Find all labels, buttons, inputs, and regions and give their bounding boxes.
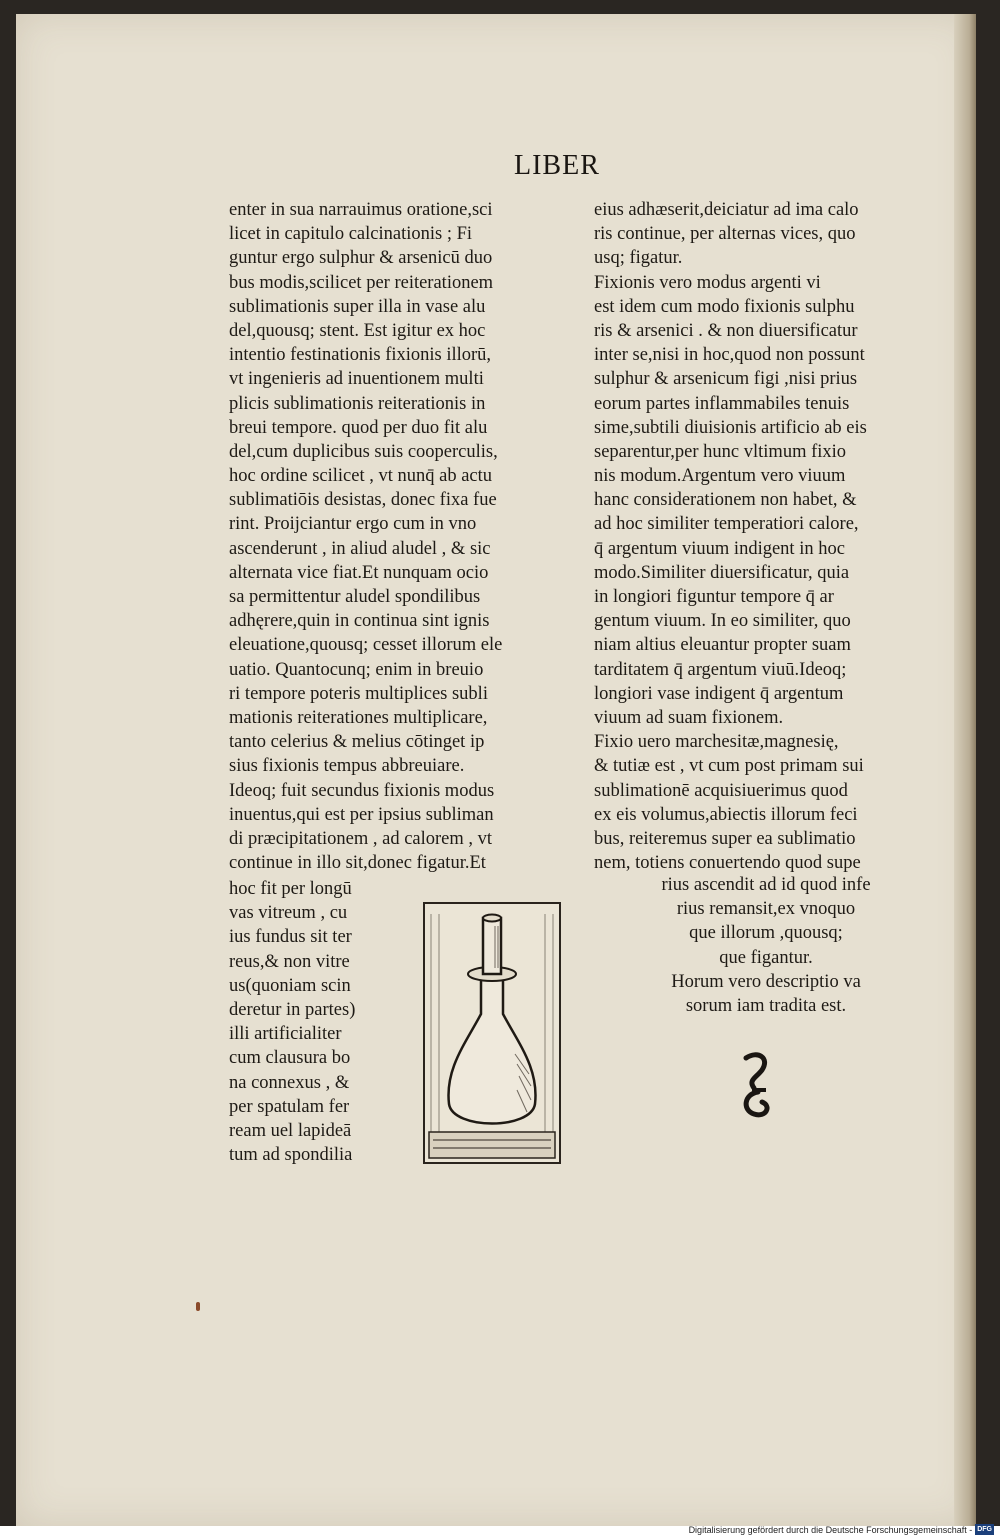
text-line: nem, totiens conuertendo quod supe [594,853,861,874]
text-line: vas vitreum , cu [229,903,348,924]
ink-stain [196,1302,200,1311]
digitization-credit [689,1524,994,1535]
text-line: eius adhæserit,deiciatur ad ima calo [594,200,859,220]
text-line: reus,& non vitre [229,951,350,972]
text-line: deretur in partes) [229,999,356,1020]
right-column-tapered-ending [594,873,938,1018]
text-line: bus, reiteremus super ea sublimatio [594,828,856,849]
text-line: longiori vase indigent q̄ argentum [594,683,844,704]
flask-icon [425,904,559,1162]
text-line: rius remansit,ex vnoquo [676,899,856,920]
text-line: modo.Similiter diuersificatur, quia [594,562,850,583]
text-line: usq; figatur. [594,248,683,269]
text-line: del,quousq; stent. Est igitur ex hoc [229,320,486,341]
text-line: niam altius eleuantur propter suam [594,635,851,656]
text-line: inuentus,qui est per ipsius subliman [229,804,494,825]
text-line: ris & arsenici . & non diuersificatur [594,320,858,341]
left-column-beside-figure [229,877,355,1167]
page-fore-edge [954,14,976,1526]
text-line: ex eis volumus,abiectis illorum feci [594,804,858,825]
dfg-logo-icon: DFG [977,1526,992,1533]
text-line: nis modum.Argentum vero viuum [594,466,846,487]
text-line: na connexus , & [229,1072,350,1093]
running-head: LIBER [514,150,600,181]
left-column-text [229,198,502,875]
text-line: vt ingenieris ad inuentionem multi [229,369,484,390]
text-line: q̄ argentum viuum indigent in hoc [594,538,845,559]
text-line: bus modis,scilicet per reiterationem [229,272,494,293]
text-line: di præcipitationem , ad calorem , vt [229,828,493,849]
text-line: & tutiæ est , vt cum post primam sui [594,756,864,777]
text-line: tum ad spondilia [229,1145,353,1166]
text-line: Ideoq; fuit secundus fixionis modus [229,780,495,801]
text-line: enter in sua narrauimus oratione,sci [229,200,493,220]
text-line: Horum vero descriptio va [671,971,861,992]
text-line: sublimationē acquisiuerimus quod [594,780,848,801]
text-line: sime,subtili diuisionis artificio ab eis [594,417,867,438]
ornament-icon [736,1048,776,1120]
text-line: hoc fit per longū [229,879,352,899]
text-line: sa permittentur aludel spondilibus [229,587,481,607]
text-line: gentum viuum. In eo similiter, quo [594,611,851,632]
text-line: est idem cum modo fixionis sulphu [594,296,855,317]
text-line: ri tempore poteris multiplices subli [229,683,488,704]
text-line: sulphur & arsenicum figi ,nisi prius [594,369,858,390]
text-line: us(quoniam scin [229,975,351,996]
flask-woodcut-illustration [423,902,561,1164]
text-line: ris continue, per alternas vices, quo [594,224,856,245]
text-line: inter se,nisi in hoc,quod non possunt [594,345,865,366]
text-line: continue in illo sit,donec figatur.Et [229,853,486,874]
text-line: breui tempore. quod per duo fit alu [229,417,488,438]
text-line: rint. Proijciantur ergo cum in vno [229,514,477,535]
text-line: guntur ergo sulphur & arsenicū duo [229,248,493,269]
text-line: adhęrere,quin in continua sint ignis [229,611,490,632]
text-line: in longiori figuntur tempore q̄ ar [594,587,834,607]
right-column-text [594,198,867,875]
text-line: Fixionis vero modus argenti vi [594,272,821,293]
text-line: ream uel lapideā [229,1120,352,1141]
text-line: del,cum duplicibus suis cooperculis, [229,441,498,462]
text-line: ius fundus sit ter [229,927,352,948]
text-line: tarditatem q̄ argentum viuū.Ideoq; [594,659,847,680]
text-line: que figantur. [719,947,813,968]
text-line: Fixio uero marchesitæ,magnesię, [594,732,839,753]
text-line: cum clausura bo [229,1048,351,1069]
text-line: uatio. Quantocunq; enim in breuio [229,659,484,680]
text-line: sublimatiōis desistas, donec fixa fue [229,490,497,511]
text-line: que illorum ,quousq; [689,923,843,944]
text-line: illi artificialiter [229,1024,342,1045]
text-line: ad hoc similiter temperatiori calore, [594,514,859,535]
text-line: tanto celerius & melius cōtinget ip [229,732,485,753]
text-line: ascenderunt , in aliud aludel , & sic [229,538,491,559]
text-line: per spatulam fer [229,1096,350,1117]
text-line: sublimationis super illa in vase alu [229,296,486,317]
text-line: viuum ad suam fixionem. [594,707,784,728]
text-line: separentur,per hunc vltimum fixio [594,441,847,462]
text-line: eorum partes inflammabiles tenuis [594,393,850,414]
text-line: plicis sublimationis reiterationis in [229,393,486,414]
text-line: sorum iam tradita est. [685,995,847,1016]
text-line: licet in capitulo calcinationis ; Fi [229,224,473,245]
credit-text: Digitalisierung gefördert durch die Deutsche Forschungsgemeinschaft - [688,1524,973,1535]
text-line: intentio festinationis fixionis illorū, [229,345,492,366]
text-line: eleuatione,quousq; cesset illorum ele [229,635,503,656]
text-line: sius fixionis tempus abbreuiare. [229,756,465,777]
text-line: hanc considerationem non habet, & [594,490,857,511]
text-line: rius ascendit ad id quod infe [661,875,871,895]
text-line: alternata vice fiat.Et nunquam ocio [229,562,489,583]
text-line: mationis reiterationes multiplicare, [229,707,488,728]
text-line: hoc ordine scilicet , vt nunq̄ ab actu [229,466,493,487]
